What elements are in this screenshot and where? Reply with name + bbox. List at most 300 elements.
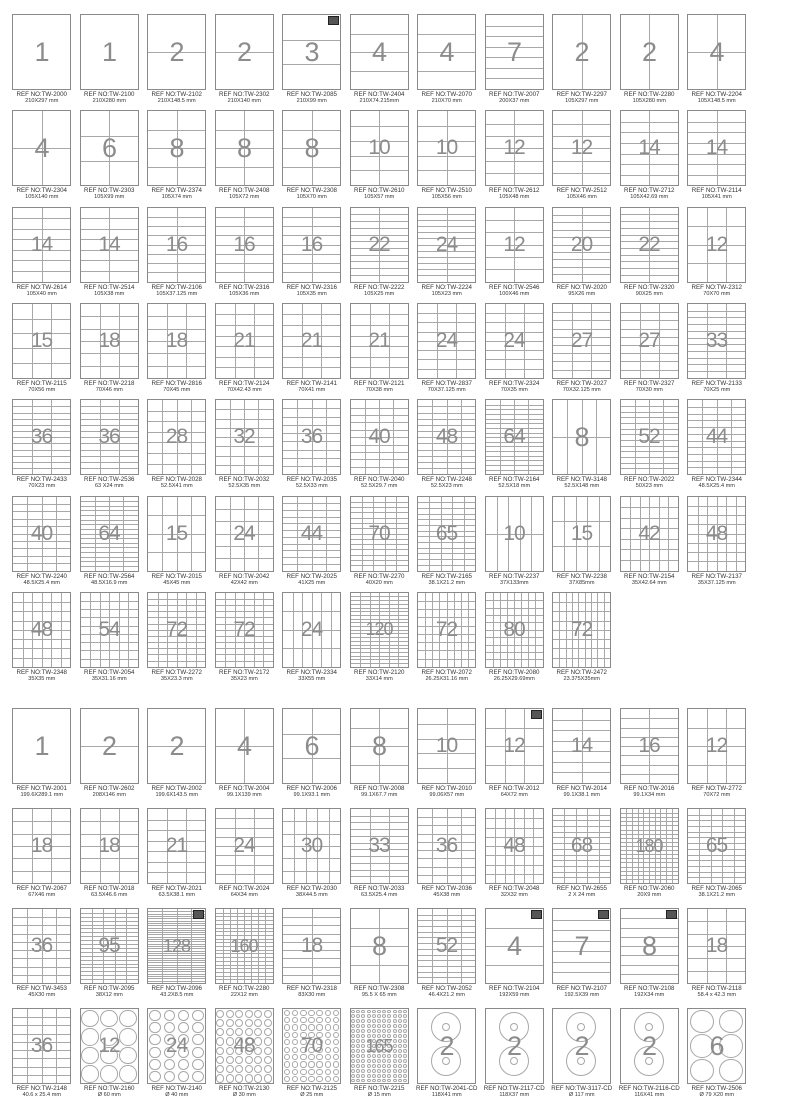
label-sheet-item [211,397,279,492]
label-sheet-item [683,205,751,300]
label-size: 210X148.5 mm [157,98,196,104]
label-count: 72 [570,617,593,641]
label-size: 35X31.16 mm [91,675,127,682]
corner-icon [531,710,542,719]
label-count: 6 [304,730,319,761]
label-sheet-preview [687,110,746,186]
ref-number: REF NO:TW-2655 [556,885,607,892]
label-count: 28 [165,425,188,449]
ref-number: REF NO:TW-2316 [219,283,270,291]
ref-number: REF NO:TW-2237 [489,572,540,580]
label-sheet-preview [215,808,274,884]
label-count: 36 [435,834,458,857]
ref-number: REF NO:TW-2536 [84,476,135,484]
ref-number: REF NO:TW-2506 [691,1085,742,1092]
label-size: 70X30 mm [635,386,663,393]
label-sheet-item [616,301,684,396]
label-count: 21 [368,328,390,352]
label-size: 23.375X35mm [563,675,600,682]
ref-number: REF NO:TW-2141 [286,379,337,387]
label-count: 2 [574,36,589,67]
ref-number: REF NO:TW-2348 [16,668,67,676]
label-sheet-preview [417,14,476,90]
label-sheet-preview [282,908,341,984]
corner-icon [193,910,204,919]
ref-number: REF NO:TW-2238 [556,572,607,580]
label-sheet-preview [417,908,476,984]
label-size: 105X41 mm [701,194,732,201]
label-size: 63 X24 mm [94,483,124,490]
label-size: 70X45 mm [163,386,191,393]
ref-number: REF NO:TW-2000 [16,91,67,98]
label-count: 10 [368,136,390,160]
label-count: 21 [165,834,188,857]
label-sheet-preview [417,207,476,283]
label-sheet-item [346,108,414,203]
label-size: 99.1X139 mm [226,792,262,798]
ref-number: REF NO:TW-2014 [556,785,607,792]
label-sheet-preview [485,303,544,379]
label-count: 48 [435,425,458,449]
label-sheet-item [76,590,144,685]
label-sheet-item [76,301,144,396]
label-sheet-preview [12,303,71,379]
ref-number: REF NO:TW-2054 [84,668,135,676]
label-size: 210X70 mm [431,98,462,104]
label-sheet-preview [552,14,611,90]
ref-number: REF NO:TW-2712 [624,187,675,195]
ref-number: REF NO:TW-2107 [556,985,607,992]
label-count: 68 [570,834,593,857]
label-size: 70X23 mm [28,483,56,490]
label-sheet-preview [282,207,341,283]
label-size: 26.25X31.16 mm [425,675,469,682]
label-sheet-item [346,494,414,589]
label-count: 18 [30,834,53,857]
label-sheet-item [143,108,211,203]
label-count: 14 [30,232,53,256]
ref-number: REF NO:TW-2021 [151,885,202,892]
label-sheet-item [211,301,279,396]
label-sheet-preview [12,496,71,572]
label-sheet-item [143,301,211,396]
label-sheet-preview [215,303,274,379]
label-sheet-preview [417,399,476,475]
label-size: 105X40 mm [26,290,57,297]
label-count: 15 [165,521,188,545]
label-size: 52.5X35 mm [228,483,261,490]
label-sheet-preview [350,110,409,186]
label-sheet-item [76,906,144,1001]
label-count: 120 [365,619,393,640]
label-size: 116X41 mm [634,1092,665,1098]
label-size: 52.5X41 mm [160,483,193,490]
ref-number: REF NO:TW-2612 [489,187,540,195]
ref-number: REF NO:TW-2048 [489,885,540,892]
label-count: 8 [574,421,589,452]
ref-number: REF NO:TW-2114 [691,187,742,195]
ref-number: REF NO:TW-2121 [354,379,405,387]
label-sheet-item [616,806,684,901]
label-sheet-preview [552,708,611,784]
label-sheet-item [143,1006,211,1101]
label-size: 210X74.215mm [359,98,399,104]
label-sheet-preview [147,399,206,475]
label-sheet-preview [350,399,409,475]
label-count: 20 [570,232,593,256]
ref-number: REF NO:TW-2137 [691,572,742,580]
label-sheet-preview [485,908,544,984]
label-size: 35X23 mm [230,675,258,682]
label-size: 83X30 mm [298,992,326,998]
ref-number: REF NO:TW-2172 [219,668,270,676]
label-count: 6 [101,132,117,163]
label-sheet-preview [620,399,679,475]
label-sheet-item [346,12,414,107]
label-count: 7 [574,930,589,961]
label-count: 4 [439,36,454,67]
ref-number: REF NO:TW-2118 [691,985,742,992]
label-size: 118X37 mm [499,1092,530,1098]
label-count: 8 [371,730,387,761]
ref-number: REF NO:TW-2280 [219,985,270,992]
ref-number: REF NO:TW-2312 [691,283,742,291]
label-sheet-preview [80,592,139,668]
label-sheet-item [346,706,414,801]
label-sheet-preview [147,207,206,283]
ref-number: REF NO:TW-2070 [421,91,472,98]
label-count: 48 [503,834,525,857]
ref-number: REF NO:TW-2060 [624,885,675,892]
label-size: 105X57 mm [364,194,395,201]
label-sheet-item [481,205,549,300]
label-sheet-preview [687,1008,746,1084]
label-sheet-item [76,1006,144,1101]
label-size: 40.6 x 25.4 mm [22,1092,62,1098]
label-size: 105X140 mm [25,194,59,201]
label-size: 26.25X29.69mm [493,675,535,682]
label-size: 35X42.64 mm [631,579,667,586]
label-sheet-item [548,205,616,300]
label-count: 44 [300,521,323,545]
corner-icon [666,910,677,919]
label-sheet-item [346,906,414,1001]
ref-number: REF NO:TW-2012 [489,785,540,792]
label-sheet-item [211,806,279,901]
label-count: 24 [233,521,255,545]
label-sheet-item [211,590,279,685]
label-sheet-preview [215,908,274,984]
label-size: 210X99 mm [296,98,327,104]
label-sheet-item [8,706,76,801]
label-size: 48.5X25.4 mm [698,483,735,490]
label-sheet-preview [687,303,746,379]
label-sheet-item [481,1006,549,1101]
label-size: 35X35 mm [28,675,56,682]
ref-number: REF NO:TW-2015 [151,572,202,580]
label-sheet-preview [552,110,611,186]
label-size: 38.1X21.2 mm [698,892,735,898]
label-size: 45X30 mm [28,992,56,998]
label-sheet-preview [417,110,476,186]
label-size: 37X85mm [569,579,595,586]
ref-number: REF NO:TW-2164 [489,476,540,484]
label-sheet-preview [350,592,409,668]
label-sheet-item [346,301,414,396]
label-sheet-preview [215,496,274,572]
label-sheet-preview [215,592,274,668]
label-count: 40 [368,425,390,449]
label-size: 70X37.125 mm [427,386,466,393]
label-sheet-preview [80,110,139,186]
label-sheet-item [278,706,346,801]
label-size: 105X36 mm [229,290,260,297]
label-count: 8 [236,132,252,163]
label-sheet-item [76,108,144,203]
label-sheet-preview [620,808,679,884]
label-sheet-item [278,806,346,901]
label-sheet-item [278,108,346,203]
label-sheet-preview [552,1008,611,1084]
label-count: 12 [705,232,728,256]
label-sheet-preview [12,399,71,475]
label-sheet-preview [687,207,746,283]
label-count: 64 [98,521,120,545]
label-sheet-preview [350,808,409,884]
label-sheet-preview [215,207,274,283]
label-sheet-item [211,12,279,107]
label-size: 52.5X29.7 mm [361,483,398,490]
label-sheet-item [481,590,549,685]
label-size: 35X23.3 mm [160,675,193,682]
ref-number: REF NO:TW-2304 [16,187,67,195]
label-sheet-preview [417,808,476,884]
label-count: 10 [435,136,458,160]
label-sheet-preview [620,110,679,186]
label-sheet-preview [80,808,139,884]
label-size: 46.4X21.2 mm [428,992,465,998]
label-size: 70X56 mm [28,386,56,393]
label-sheet-preview [80,14,139,90]
label-sheet-item [346,1006,414,1101]
ref-number: REF NO:TW-2117-CD [483,1085,545,1092]
label-count: 33 [705,328,728,352]
label-size: 52.5X33 mm [295,483,328,490]
label-sheet-preview [80,1008,139,1084]
label-sheet-item [413,397,481,492]
label-size: 40X20 mm [365,579,393,586]
label-count: 18 [705,934,728,957]
label-size: 95X26 mm [568,290,596,297]
ref-number: REF NO:TW-2085 [286,91,337,98]
label-sheet-preview [552,808,611,884]
label-count: 27 [570,328,593,352]
label-count: 54 [98,617,120,641]
label-sheet-item [8,494,76,589]
label-sheet-preview [485,496,544,572]
label-sheet-item [683,301,751,396]
ref-number: REF NO:TW-2052 [421,985,472,992]
label-count: 95 [98,934,120,957]
label-count: 1 [34,36,49,67]
ref-number: REF NO:TW-2030 [286,885,337,892]
label-count: 12 [570,136,593,160]
label-sheet-item [211,205,279,300]
label-sheet-item [278,1006,346,1101]
ref-number: REF NO:TW-2040 [354,476,405,484]
label-count: 48 [233,1034,255,1057]
label-count: 2 [641,1030,657,1061]
ref-number: REF NO:TW-2125 [286,1085,337,1092]
label-sheet-item [346,397,414,492]
label-size: 200X37 mm [499,98,530,104]
label-count: 160 [230,935,258,956]
ref-number: REF NO:TW-2004 [219,785,270,792]
label-sheet-preview [80,908,139,984]
label-sheet-preview [147,808,206,884]
label-count: 12 [503,734,525,757]
label-size: Ø 60 mm [97,1092,121,1098]
ref-number: REF NO:TW-2215 [354,1085,405,1092]
label-sheet-preview [485,207,544,283]
label-size: 37X133mm [499,579,529,586]
label-size: 33X55 mm [298,675,326,682]
label-sheet-preview [620,908,679,984]
label-sheet-item [143,494,211,589]
ref-number: REF NO:TW-2024 [219,885,270,892]
label-count: 10 [435,734,458,757]
label-size: 105X74 mm [161,194,192,201]
label-size: 105X72 mm [229,194,260,201]
label-size: 105X35 mm [296,290,327,297]
label-sheet-preview [12,110,71,186]
label-size: 70X72 mm [703,792,731,798]
ref-number: REF NO:TW-2042 [219,572,270,580]
label-sheet-preview [12,808,71,884]
label-count: 14 [98,232,120,256]
label-count: 21 [233,328,255,352]
label-sheet-preview [12,908,71,984]
label-size: 192X59 mm [499,992,530,998]
label-sheet-preview [282,14,341,90]
label-sheet-preview [282,592,341,668]
label-sheet-item [211,706,279,801]
label-count: 165 [365,1035,393,1056]
label-sheet-preview [147,1008,206,1084]
label-count: 2 [169,730,184,761]
label-count: 21 [300,328,323,352]
label-count: 24 [233,834,255,857]
label-sheet-preview [147,110,206,186]
ref-number: REF NO:TW-3148 [556,476,607,484]
label-count: 70 [300,1034,323,1057]
label-size: 63.5X25.4 mm [361,892,398,898]
label-count: 36 [98,425,120,449]
label-count: 24 [435,232,458,256]
label-count: 48 [30,617,53,641]
label-sheet-preview [215,1008,274,1084]
label-count: 52 [435,934,458,957]
label-sheet-item [481,397,549,492]
label-sheet-item [616,108,684,203]
label-count: 2 [101,730,117,761]
label-size: 70X32.125 mm [562,386,601,393]
label-count: 12 [98,1034,120,1057]
label-sheet-item [683,12,751,107]
label-sheet-preview [282,708,341,784]
label-sheet-preview [620,1008,679,1084]
label-sheet-preview [282,303,341,379]
label-sheet-item [8,590,76,685]
label-sheet-item [76,706,144,801]
label-size: 100X46 mm [499,290,530,297]
label-size: 208X146 mm [92,792,126,798]
ref-number: REF NO:TW-2308 [354,985,405,992]
label-sheet-preview [485,708,544,784]
label-size: 210X140 mm [227,98,261,104]
ref-number: REF NO:TW-2065 [691,885,742,892]
label-sheet-preview [687,808,746,884]
ref-number: REF NO:TW-2115 [16,379,67,387]
label-size: Ø 40 mm [165,1092,189,1098]
label-sheet-preview [350,1008,409,1084]
label-sheet-item [683,906,751,1001]
label-count: 70 [368,521,390,545]
label-sheet-preview [147,708,206,784]
label-count: 33 [368,834,390,857]
label-count: 2 [574,1030,589,1061]
label-size: 41X25 mm [298,579,326,586]
label-sheet-preview [620,496,679,572]
label-count: 44 [705,425,728,449]
label-sheet-item [616,12,684,107]
ref-number: REF NO:TW-2374 [151,187,202,195]
label-count: 4 [371,36,387,67]
ref-number: REF NO:TW-2008 [354,785,405,792]
label-sheet-item [143,806,211,901]
label-sheet-item [413,706,481,801]
label-count: 4 [236,730,252,761]
ref-number: REF NO:TW-2002 [151,785,202,792]
label-sheet-item [143,12,211,107]
label-sheet-preview [80,399,139,475]
corner-icon [328,16,339,25]
label-sheet-item [8,301,76,396]
ref-number: REF NO:TW-2222 [354,283,405,291]
label-count: 18 [98,328,120,352]
label-sheet-preview [215,110,274,186]
label-count: 15 [570,521,593,545]
label-size: 210X297 mm [25,98,59,104]
label-count: 24 [300,617,323,641]
ref-number: REF NO:TW-2297 [556,91,607,98]
label-count: 2 [236,36,252,67]
label-sheet-preview [215,708,274,784]
label-sheet-preview [80,496,139,572]
label-count: 14 [638,136,660,160]
ref-number: REF NO:TW-2124 [219,379,270,387]
label-sheet-item [413,906,481,1001]
ref-number: REF NO:TW-2165 [421,572,472,580]
label-count: 2 [169,36,184,67]
label-sheet-item [211,108,279,203]
label-size: 99.1X67.7 mm [361,792,398,798]
label-sheet-item [278,12,346,107]
label-sheet-preview [12,708,71,784]
label-sheet-item [278,590,346,685]
label-sheet-item [548,12,616,107]
label-sheet-preview [282,808,341,884]
